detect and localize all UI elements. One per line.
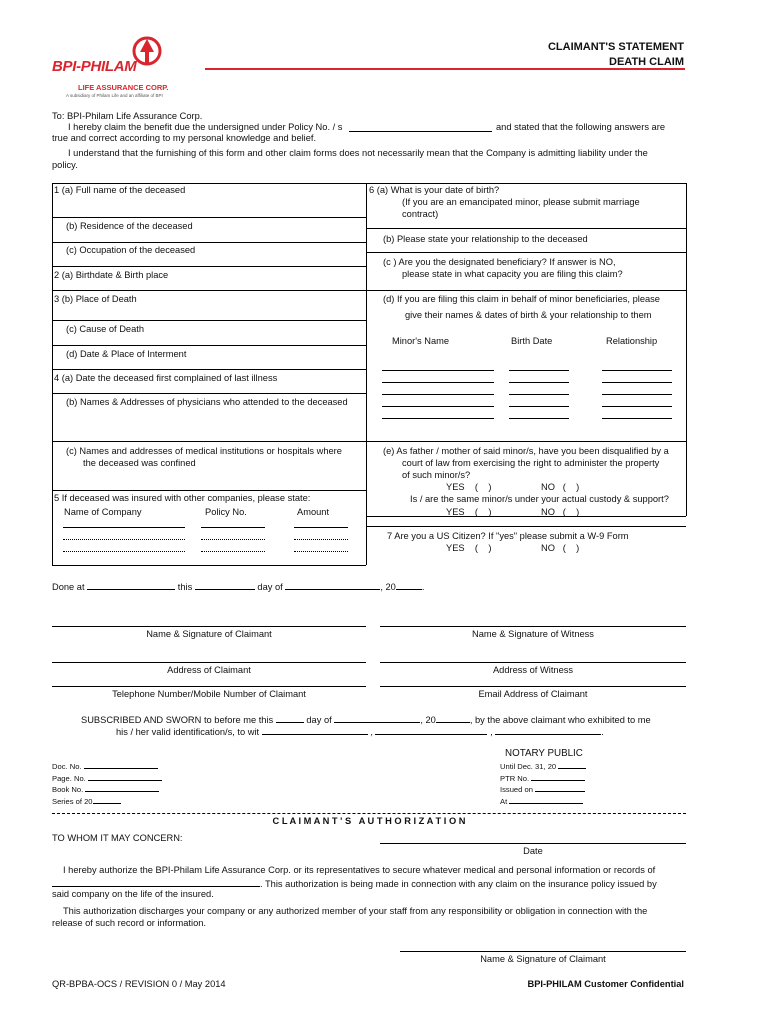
q6c-beneficiary: (c ) Are you the designated beneficiary? If answer is NO,	[383, 257, 616, 267]
sworn-id-field-1[interactable]	[262, 725, 368, 735]
q2a-birthdate: 2 (a) Birthdate & Birth place	[54, 270, 169, 280]
done-at-line: Done at this day of , 20 .	[52, 582, 425, 592]
intro-claim-text-end: true and correct according to my personal knowledge and belief.	[52, 133, 317, 143]
policy-no-line[interactable]	[201, 527, 265, 528]
col-company-name: Name of Company	[64, 507, 142, 517]
amount-line[interactable]	[294, 527, 348, 528]
book-no-field[interactable]	[85, 784, 159, 792]
done-at-label: Done at	[52, 582, 85, 592]
claimant-email-line[interactable]	[380, 686, 686, 687]
claimant-signature-label: Name & Signature of Claimant	[146, 629, 272, 639]
witness-signature-label: Name & Signature of Witness	[472, 629, 594, 639]
q5-other-insurance: 5 If deceased was insured with other companies, please state:	[54, 493, 311, 503]
authorization-date-label: Date	[523, 846, 543, 856]
claimant-phone-label: Telephone Number/Mobile Number of Claimant	[112, 689, 306, 699]
minor-birth-line[interactable]	[509, 394, 569, 395]
q3b-place-of-death: 3 (b) Place of Death	[54, 294, 137, 304]
minor-rel-line[interactable]	[602, 394, 672, 395]
authorization-date-line[interactable]	[380, 843, 686, 844]
authorization-signature-label: Name & Signature of Claimant	[480, 954, 606, 964]
q6e-disqualified-cont: court of law from exercising the right to administer the property	[402, 458, 660, 468]
minor-rel-line[interactable]	[602, 418, 672, 419]
sworn-id-field-2[interactable]	[375, 725, 487, 735]
q6d-minor-beneficiaries: (d) If you are filing this claim in behalf of minor beneficiaries, please	[383, 294, 660, 304]
q3d-interment: (d) Date & Place of Interment	[66, 349, 187, 359]
minor-birth-line[interactable]	[509, 370, 569, 371]
header-red-rule	[205, 68, 685, 70]
series-field[interactable]	[93, 796, 121, 804]
form-title: CLAIMANT'S STATEMENT	[547, 41, 684, 53]
minor-rel-line[interactable]	[602, 406, 672, 407]
done-at-place-field[interactable]	[87, 580, 175, 590]
sworn-day-of-label: day of	[306, 715, 332, 725]
done-day-field[interactable]	[195, 580, 255, 590]
q7-us-citizen: 7 Are you a US Citizen? If "yes" please submit a W-9 Form	[387, 531, 629, 541]
claimant-signature-line[interactable]	[52, 626, 366, 627]
col-birth-date: Birth Date	[511, 336, 553, 346]
q6a-note: (If you are an emancipated minor, please submit marriage	[402, 197, 640, 207]
q4a-illness-date: 4 (a) Date the deceased first complained of last illness	[54, 373, 278, 383]
company-name-line[interactable]	[63, 527, 185, 528]
authorization-divider	[52, 813, 686, 814]
q6e-custody-yes-checkbox[interactable]: YES ( )	[446, 507, 492, 517]
q6c-beneficiary-cont: please state in what capacity you are filing this claim?	[402, 269, 623, 279]
claimant-email-label: Email Address of Claimant	[478, 689, 588, 699]
q1a-deceased-name: 1 (a) Full name of the deceased	[54, 185, 186, 195]
issued-label: Issued on	[500, 785, 533, 794]
notary-public-title: NOTARY PUBLIC	[505, 748, 583, 759]
confidential-label: BPI-PHILAM Customer Confidential	[527, 979, 684, 989]
intro-liability-text-end: policy.	[52, 160, 78, 170]
witness-signature-line[interactable]	[380, 626, 686, 627]
sworn-statement-line2: his / her valid identification/s, to wit , , .	[116, 727, 604, 737]
brand-tagline: A subsidiary of Philam Life and an affiliate of BPI	[66, 93, 163, 98]
col-relationship: Relationship	[606, 336, 658, 346]
book-no-label: Book No.	[52, 785, 84, 794]
authorization-insured-field[interactable]	[52, 877, 260, 887]
q6e-no-checkbox[interactable]: NO ( )	[541, 482, 580, 492]
at-field[interactable]	[509, 796, 583, 804]
brand-subname: LIFE ASSURANCE CORP.	[78, 83, 169, 92]
minor-birth-line[interactable]	[509, 382, 569, 383]
q6e-custody: Is / are the same minor/s under your actual custody & support?	[410, 494, 669, 504]
done-year-label: , 20	[380, 582, 396, 592]
claimant-phone-line[interactable]	[52, 686, 366, 687]
series-label: Series of 20	[52, 796, 93, 806]
revision-code: QR-BPBA-OCS / REVISION 0 / May 2014	[52, 979, 226, 989]
form-subtitle: DEATH CLAIM	[609, 56, 684, 68]
ptr-label: PTR No.	[500, 773, 530, 783]
minor-name-line[interactable]	[382, 382, 494, 383]
q4c-hospitals: (c) Names and addresses of medical institutions or hospitals where	[66, 446, 342, 456]
sworn-statement	[81, 713, 651, 725]
done-year-field[interactable]	[396, 580, 422, 590]
q4b-physicians: (b) Names & Addresses of physicians who attended to the deceased	[66, 397, 348, 407]
page-no-label: Page. No.	[52, 773, 86, 783]
at-label: At	[500, 796, 508, 806]
page-no-field[interactable]	[88, 773, 162, 781]
q7-no-checkbox[interactable]: NO ( )	[541, 543, 580, 553]
col-amount: Amount	[297, 507, 330, 517]
done-this-label: this	[177, 582, 193, 592]
col-minor-name: Minor's Name	[392, 336, 450, 346]
minor-birth-line[interactable]	[509, 418, 569, 419]
q6a-note-cont: contract)	[402, 209, 439, 219]
notary-right-block	[500, 761, 586, 807]
policy-no-line[interactable]	[201, 551, 265, 552]
doc-no-label: Doc. No.	[52, 762, 82, 771]
ptr-field[interactable]	[531, 773, 585, 781]
company-logo	[52, 36, 212, 100]
witness-address-line[interactable]	[380, 662, 686, 663]
q6d-minor-beneficiaries-cont: give their names & dates of birth & your relationship to them	[405, 310, 652, 320]
q6e-custody-no-checkbox[interactable]: NO ( )	[541, 507, 580, 517]
authorization-text-cont: . This authorization is being made in connection with any claim on the insurance policy issued by	[260, 879, 657, 889]
sworn-day-field[interactable]	[276, 713, 304, 723]
company-name-line[interactable]	[63, 539, 185, 540]
intro-claim-text: I hereby claim the benefit due the undersigned under Policy No. / s	[68, 122, 343, 132]
brand-name: BPI-PHILAM	[52, 58, 137, 75]
until-label: Until Dec. 31, 20	[500, 762, 557, 771]
done-month-field[interactable]	[285, 580, 380, 590]
sworn-id-label: his / her valid identification/s, to wit	[116, 727, 260, 737]
until-field[interactable]	[558, 761, 586, 769]
policy-no-line[interactable]	[201, 539, 265, 540]
witness-address-label: Address of Witness	[492, 665, 574, 675]
authorization-concern: TO WHOM IT MAY CONCERN:	[52, 833, 183, 843]
policy-number-field[interactable]	[349, 121, 492, 132]
sworn-year-field[interactable]	[436, 713, 470, 723]
minor-name-line[interactable]	[382, 370, 494, 371]
sworn-text: SUBSCRIBED AND SWORN to before me this	[81, 715, 274, 725]
minor-name-line[interactable]	[382, 406, 494, 407]
claimant-address-line[interactable]	[52, 662, 366, 663]
minor-name-line[interactable]	[382, 394, 494, 395]
minor-rel-line[interactable]	[602, 370, 672, 371]
authorization-signature-line[interactable]	[400, 951, 686, 952]
sworn-month-field[interactable]	[334, 713, 420, 723]
q6e-yes-checkbox[interactable]: YES ( )	[446, 482, 492, 492]
intro-claim-text-cont: and stated that the following answers are	[496, 122, 665, 132]
minor-name-line[interactable]	[382, 418, 494, 419]
doc-no-field[interactable]	[84, 761, 158, 769]
q1b-deceased-residence: (b) Residence of the deceased	[66, 221, 193, 231]
authorization-heading: C L A I M A N T ' S A U T H O R I Z A T I O N	[272, 816, 466, 826]
authorization-text: I hereby authorize the BPI-Philam Life Assurance Corp. or its representatives to secure whatever medical and personal information or records of	[63, 865, 656, 875]
q3c-cause-of-death: (c) Cause of Death	[66, 324, 145, 334]
amount-line[interactable]	[294, 539, 348, 540]
q6e-disqualified: (e) As father / mother of said minor/s, have you been disqualified by a	[383, 446, 669, 456]
minor-birth-line[interactable]	[509, 406, 569, 407]
sworn-id-field-3[interactable]	[495, 725, 601, 735]
addressee: To: BPI-Philam Life Assurance Corp.	[52, 111, 203, 121]
company-name-line[interactable]	[63, 551, 185, 552]
claimant-address-label: Address of Claimant	[167, 665, 251, 675]
q4c-hospitals-cont: the deceased was confined	[83, 458, 196, 468]
q6b-relationship: (b) Please state your relationship to the deceased	[383, 234, 588, 244]
authorization-text-end: said company on the life of the insured.	[52, 889, 214, 899]
done-day-of-label: day of	[257, 582, 283, 592]
q6a-date-of-birth: 6 (a) What is your date of birth?	[369, 185, 500, 195]
notary-left-block	[52, 761, 162, 807]
authorization-discharge-end: release of such record or information.	[52, 918, 206, 928]
authorization-text-line2	[52, 877, 657, 889]
issued-field[interactable]	[535, 784, 585, 792]
q1c-deceased-occupation: (c) Occupation of the deceased	[66, 245, 196, 255]
authorization-discharge: This authorization discharges your company or any authorized member of your staff from any responsibility or obligation in connection with the	[63, 906, 648, 916]
col-policy-no: Policy No.	[205, 507, 247, 517]
minor-rel-line[interactable]	[602, 382, 672, 383]
q7-yes-checkbox[interactable]: YES ( )	[446, 543, 492, 553]
sworn-year-label: , 20	[420, 715, 436, 725]
q6e-disqualified-end: of such minor/s?	[402, 470, 471, 480]
intro-liability-text: I understand that the furnishing of this form and other claim forms does not necessarily mean that the Company is admitting liability under the	[68, 148, 648, 158]
amount-line[interactable]	[294, 551, 348, 552]
sworn-text-cont: , by the above claimant who exhibited to me	[469, 715, 651, 725]
